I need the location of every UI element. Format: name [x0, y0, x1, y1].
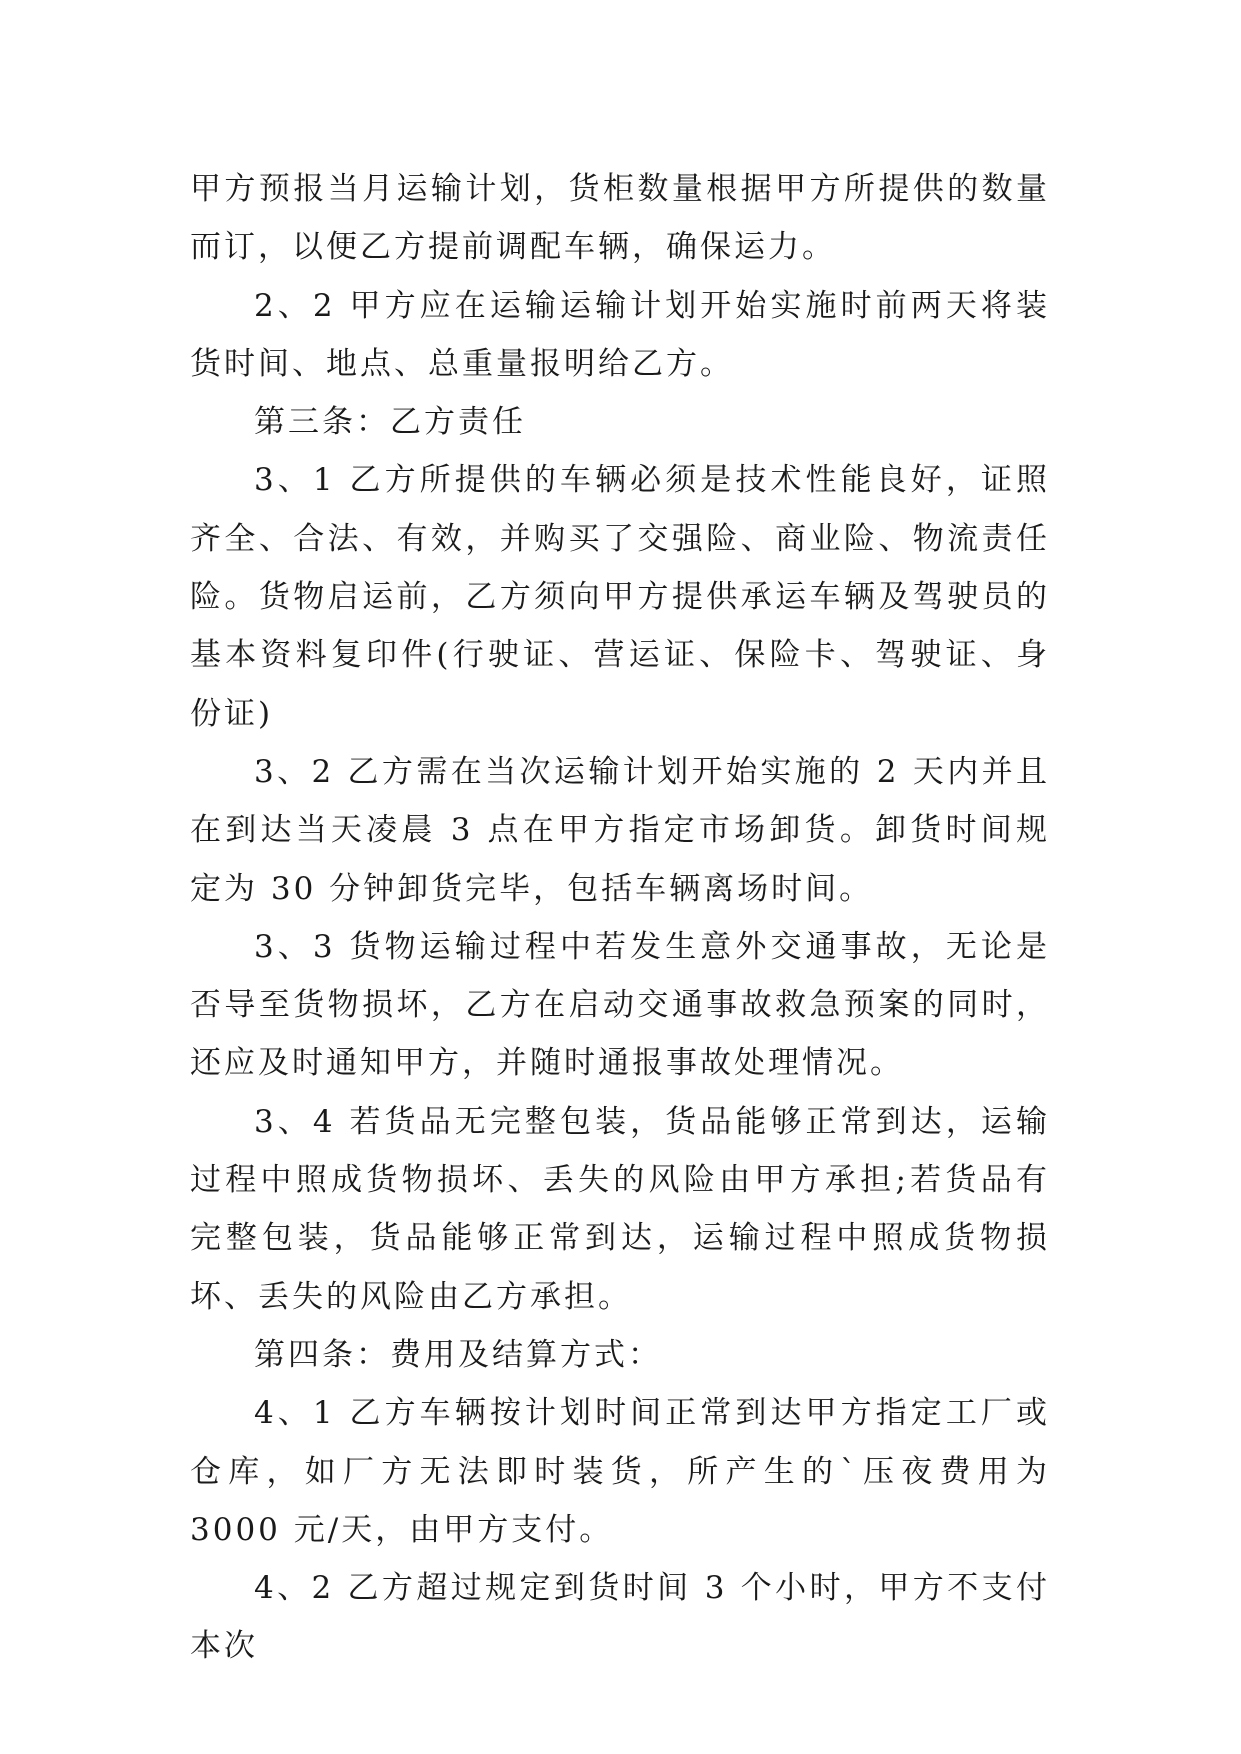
- heading-article-4: 第四条：费用及结算方式：: [254, 1336, 662, 1373]
- paragraph-3-3: 3、3 货物运输过程中若发生意外交通事故，无论是否导至货物损坏，乙方在启动交通事故救急预案的同时，还应及时通知甲方，并随时通报事故处理情况。: [190, 928, 1050, 1082]
- heading-article-3: 第三条：乙方责任: [254, 404, 526, 441]
- paragraph-3-2: 3、2 乙方需在当次运输计划开始实施的 2 天内并且在到达当天凌晨 3 点在甲方指定市场卸货。卸货时间规定为 30 分钟卸货完毕，包括车辆离场时间。: [190, 753, 1050, 907]
- paragraph-3-1: 3、1 乙方所提供的车辆必须是技术性能良好，证照齐全、合法、有效，并购买了交强险、商业险、物流责任险。货物启运前，乙方须向甲方提供承运车辆及驾驶员的基本资料复印件(行驶证、营运证、保险卡、驾驶证、身份证): [190, 462, 1050, 732]
- paragraph-2-2: 2、2 甲方应在运输运输计划开始实施时前两天将装货时间、地点、总重量报明给乙方。: [190, 287, 1050, 382]
- paragraph-transport-plan: 甲方预报当月运输计划，货柜数量根据甲方所提供的数量而订，以便乙方提前调配车辆，确保运力。: [190, 171, 1050, 266]
- paragraph-4-1: 4、1 乙方车辆按计划时间正常到达甲方指定工厂或仓库，如厂方无法即时装货，所产生的`压夜费用为 3000 元/天，由甲方支付。: [190, 1395, 1050, 1548]
- paragraph-3-4: 3、4 若货品无完整包装，货品能够正常到达，运输过程中照成货物损坏、丢失的风险由甲方承担;若货品有完整包装，货品能够正常到达，运输过程中照成货物损坏、丢失的风险由乙方承担。: [190, 1103, 1050, 1315]
- document-body: [190, 160, 1050, 1676]
- paragraph-4-2: 4、2 乙方超过规定到货时间 3 个小时，甲方不支付本次: [190, 1570, 1050, 1665]
